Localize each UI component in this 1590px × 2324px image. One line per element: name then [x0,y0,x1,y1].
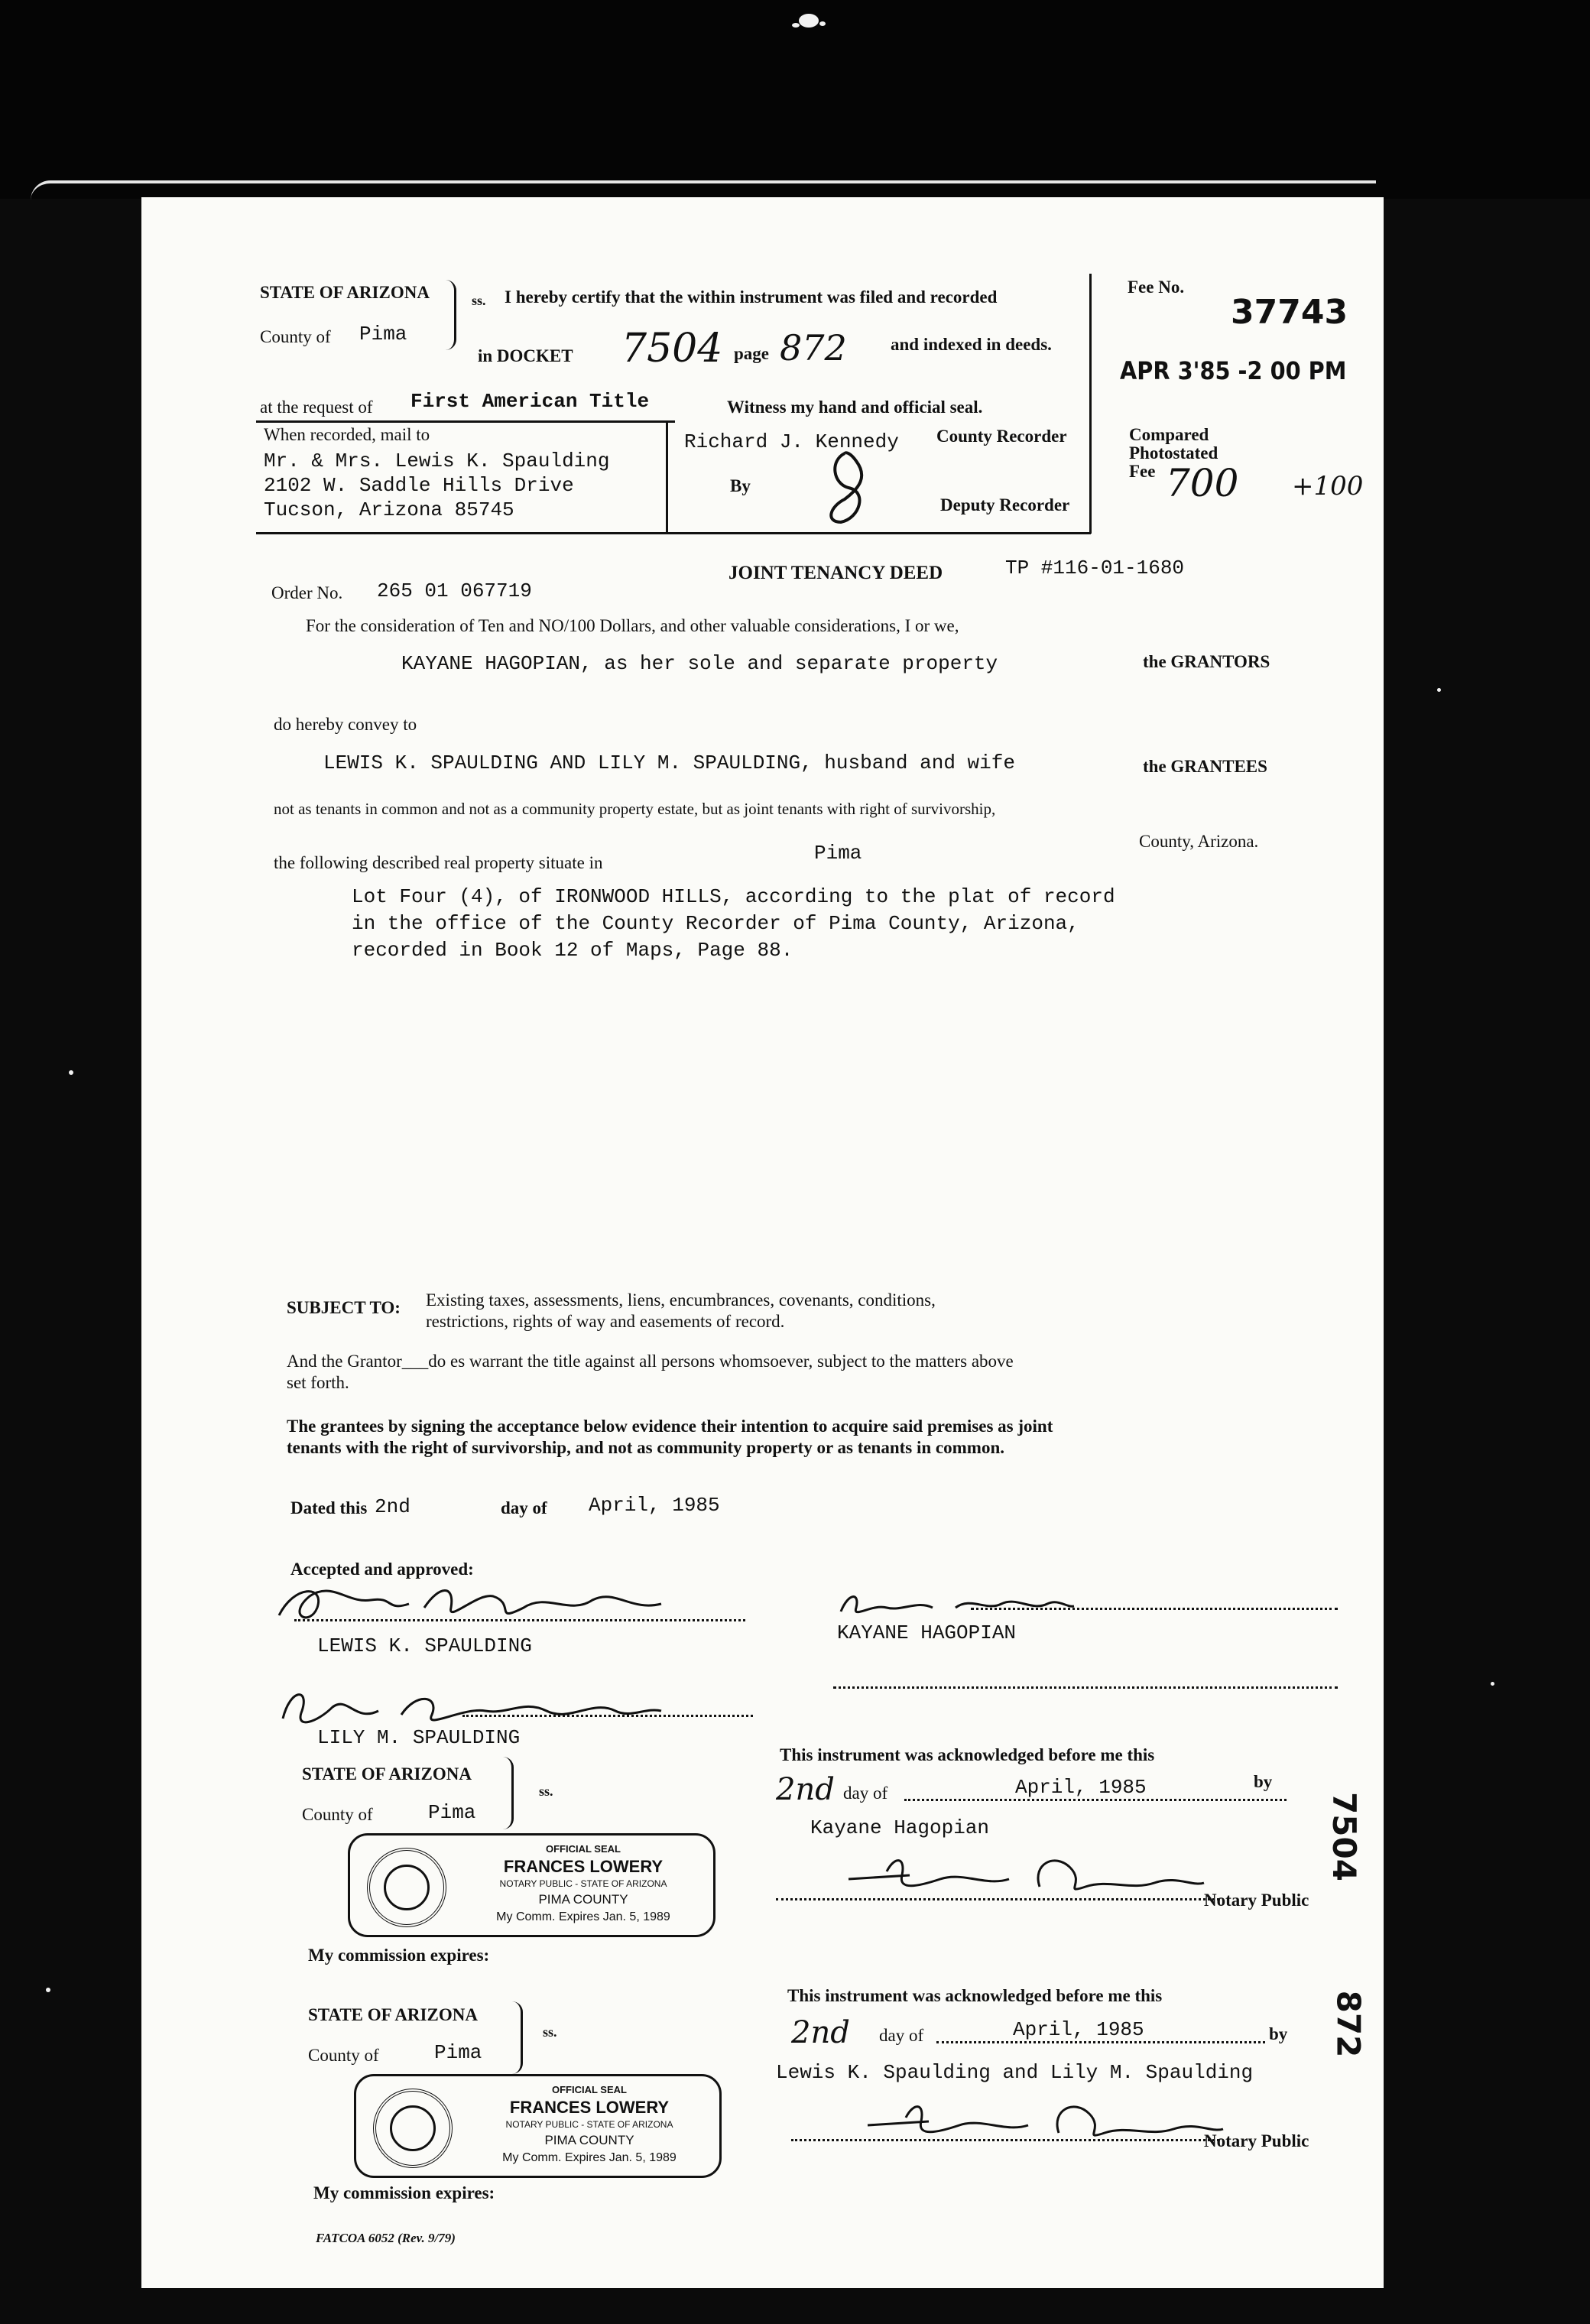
notary1-county-label: County of [302,1805,373,1824]
notary2-signature-line [791,2139,1219,2141]
fee-extra: +100 [1292,471,1364,501]
seal-public: NOTARY PUBLIC - STATE OF ARIZONA [505,2119,673,2130]
seal-official: OFFICIAL SEAL [552,2084,627,2095]
mail-to-line1: Mr. & Mrs. Lewis K. Spaulding [264,450,610,472]
form-code: FATCOA 6052 (Rev. 9/79) [316,2231,456,2245]
seal-name: FRANCES LOWERY [509,2098,670,2117]
grantors-label: the GRANTORS [1143,652,1270,671]
blank-signature-line [833,1686,1338,1689]
fee-label: Fee [1129,462,1156,481]
notary1-day: 2nd [776,1772,835,1807]
county-recorder-name: Richard J. Kennedy [684,430,899,453]
deed-document [141,197,1384,2288]
grantee2-name: LILY M. SPAULDING [317,1726,521,1749]
witness-text: Witness my hand and official seal. [727,398,983,417]
notary1-day-of: day of [843,1784,888,1803]
notary1-county: Pima [428,1801,476,1824]
accepted-approved: Accepted and approved: [290,1560,474,1579]
header-brace [443,280,456,350]
notary2-by: by [1269,2024,1288,2043]
grantee2-signature-line [462,1715,753,1717]
county-recorder-label: County Recorder [936,427,1067,446]
by-label: By [730,476,751,495]
arizona-seal-icon [367,1848,446,1927]
scan-speck [799,14,819,28]
notary1-state: STATE OF ARIZONA [302,1764,472,1784]
situate-county: Pima [814,842,862,865]
mail-to-line2: 2102 W. Saddle Hills Drive [264,474,574,497]
grantee1-signature-line [294,1619,745,1621]
grantees-names: LEWIS K. SPAULDING AND LILY M. SPAULDING, husband and wife [323,751,1015,774]
dated-day-of: day of [501,1498,547,1517]
arizona-seal-icon [373,2089,453,2168]
notary1-month-year: April, 1985 [1015,1776,1147,1799]
warrant-line2: set forth. [287,1373,349,1392]
recording-certify: I hereby certify that the within instrument was filed and recorded [505,287,998,307]
seal-expires: My Comm. Expires Jan. 5, 1989 [502,2151,677,2164]
notary1-signature-line [776,1898,1219,1900]
recorded-date-stamp: APR 3'85 -2 00 PM [1120,356,1347,385]
compared-label: Compared [1129,425,1209,444]
margin-page-number: 872 [1329,1990,1368,2058]
notary2-state: STATE OF ARIZONA [308,2005,478,2024]
scan-speck [819,21,826,26]
notary2-day-of: day of [879,2026,924,2045]
notary2-ss: ss. [543,2024,557,2040]
legal-description-line2: in the office of the County Recorder of Pima County, Arizona, [352,912,1079,935]
dated-month-year: April, 1985 [589,1494,720,1517]
grantee1-signature [264,1569,677,1631]
notary2-date-line [936,2041,1265,2043]
seal-official: OFFICIAL SEAL [546,1843,621,1855]
notary1-ack: This instrument was acknowledged before me this [780,1745,1155,1764]
recording-county: Pima [359,323,407,346]
seal-county: PIMA COUNTY [538,1892,628,1907]
notary1-name: Kayane Hagopian [810,1816,990,1839]
notary2-name: Lewis K. Spaulding and Lily M. Spaulding [776,2061,1254,2084]
photostated-label: Photostated [1129,443,1218,463]
legal-description-line1: Lot Four (4), of IRONWOOD HILLS, according to the plat of record [352,885,1115,908]
tenancy-clause: not as tenants in common and not as a community property estate, but as joint tenants with right of survivorship, [274,800,996,818]
notary2-seal [354,2074,722,2178]
fee-no-label: Fee No. [1128,278,1185,297]
page-label: page [734,344,769,363]
notary2-commission: My commission expires: [313,2183,495,2202]
seal-expires: My Comm. Expires Jan. 5, 1989 [496,1910,670,1923]
notary1-ss: ss. [539,1784,553,1799]
notary2-county: Pima [434,2041,482,2064]
margin-docket-number: 7504 [1325,1792,1363,1881]
subject-to-line1: Existing taxes, assessments, liens, encumbrances, covenants, conditions, [426,1290,936,1310]
grantor-printed-name: KAYANE HAGOPIAN [837,1621,1017,1644]
convey-text: do hereby convey to [274,715,417,734]
page-number: 872 [780,327,847,368]
intent-line1: The grantees by signing the acceptance below evidence their intention to acquire said premises as joint [287,1417,1053,1436]
notary2-notary-public: Notary Public [1204,2131,1309,2150]
scan-speck [1491,1682,1494,1686]
notary2-ack: This instrument was acknowledged before me this [787,1986,1163,2005]
dated-day: 2nd [375,1495,410,1518]
grantees-label: the GRANTEES [1143,757,1267,776]
mail-to-label: When recorded, mail to [264,425,430,444]
consideration-text: For the consideration of Ten and NO/100 Dollars, and other valuable considerations, I or we, [306,616,959,635]
order-number: 265 01 067719 [377,579,532,602]
notary1-brace [501,1757,514,1829]
notary2-day: 2nd [791,2015,850,2050]
fee-amount: 700 [1166,461,1239,505]
notary2-month-year: April, 1985 [1013,2018,1144,2041]
recording-state: STATE OF ARIZONA [260,283,430,302]
seal-name: FRANCES LOWERY [503,1857,664,1876]
scan-border-top [0,0,1590,199]
notary2-county-label: County of [308,2046,379,2065]
notary2-brace [510,2001,523,2074]
notary1-signature [841,1848,1208,1902]
request-label: at the request of [260,398,373,417]
county-arizona: County, Arizona. [1139,832,1259,851]
tp-number: TP #116-01-1680 [1005,557,1185,579]
seal-county: PIMA COUNTY [544,2133,634,2147]
subject-to-line2: restrictions, rights of way and easements of record. [426,1312,785,1331]
header-divider-vertical [1089,274,1092,534]
notary1-by: by [1254,1772,1273,1791]
intent-line2: tenants with the right of survivorship, and not as community property or as tenants in common. [287,1438,1005,1457]
scan-speck [1437,688,1441,692]
grantor-signature-line [971,1608,1338,1610]
situate-text: the following described real property situate in [274,853,603,872]
dated-label: Dated this [290,1498,368,1517]
deed-title: JOINT TENANCY DEED [728,563,943,583]
scan-speck [792,23,800,28]
grantor-signature [833,1585,1078,1623]
notary1-seal [348,1833,716,1937]
seal-public: NOTARY PUBLIC - STATE OF ARIZONA [499,1878,667,1889]
mail-box-top [256,420,675,423]
mail-to-line3: Tucson, Arizona 85745 [264,498,514,521]
indexed-text: and indexed in deeds. [891,335,1052,354]
notary1-notary-public: Notary Public [1204,1891,1309,1910]
deputy-signature [814,446,883,530]
mail-box-bottom [256,532,1091,534]
mail-box-right [666,420,668,534]
order-label: Order No. [271,583,343,602]
grantor-name: KAYANE HAGOPIAN, as her sole and separate property [401,652,998,675]
fee-no: 37743 [1231,293,1348,332]
deputy-recorder-label: Deputy Recorder [940,495,1070,514]
notary1-commission: My commission expires: [308,1946,490,1965]
docket-label: in DOCKET [478,346,573,365]
grantee1-name: LEWIS K. SPAULDING [317,1634,532,1657]
request-of: First American Title [410,390,650,413]
warrant-line1: And the Grantor___do es warrant the title against all persons whomsoever, subject to the matters above [287,1352,1014,1371]
scan-speck [69,1070,73,1075]
scan-speck [46,1988,50,1992]
recording-ss: ss. [472,293,486,308]
docket-number: 7504 [621,326,723,372]
subject-to-label: SUBJECT TO: [287,1298,401,1317]
legal-description-line3: recorded in Book 12 of Maps, Page 88. [352,939,793,962]
notary1-date-line [904,1799,1287,1801]
recording-county-label: County of [260,327,331,346]
